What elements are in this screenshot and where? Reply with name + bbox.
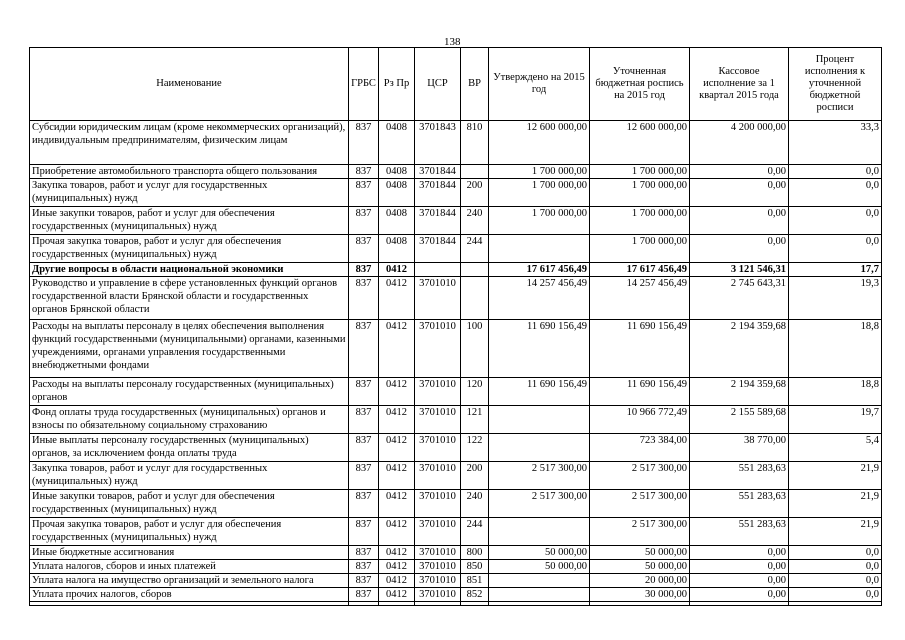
cell-approved: 17 617 456,49 (489, 263, 590, 277)
table-row (30, 277, 882, 320)
cell-refined: 10 966 772,49 (590, 406, 690, 434)
cell-approved: 1 700 000,00 (489, 165, 590, 179)
cell-name: Уплата налогов, сборов и иных платежей (30, 560, 349, 574)
cell-percent: 18,8 (789, 320, 882, 378)
cell-vr: 810 (461, 121, 489, 165)
cell-vr: 244 (461, 518, 489, 546)
cell-name: Прочая закупка товаров, работ и услуг для обеспечения государственных (муниципальных) нужд (30, 518, 349, 546)
cell-percent: 5,4 (789, 434, 882, 462)
table-row (30, 121, 882, 165)
cell-grbs: 837 (349, 546, 379, 560)
cell-name: Уплата прочих налогов, сборов (30, 588, 349, 602)
cell-refined: 723 384,00 (590, 434, 690, 462)
table-row (30, 165, 882, 179)
cell-percent: 0,0 (789, 235, 882, 263)
cell-name: Иные закупки товаров, работ и услуг для обеспечения государственных (муниципальных) нужд (30, 207, 349, 235)
header-row (30, 48, 882, 121)
cell-name: Иные выплаты персоналу государственных (муниципальных) органов, за исключением фонда оплаты труда (30, 434, 349, 462)
cell-name: Субсидии юридическим лицам (кроме некоммерческих организаций), индивидуальным предпринимателям, физическим лицам (30, 121, 349, 165)
cell-rzpr: 0412 (379, 320, 415, 378)
cell-cash: 0,00 (690, 179, 789, 207)
cell-approved (489, 574, 590, 588)
cell-approved (489, 518, 590, 546)
cell-vr: 851 (461, 574, 489, 588)
cell-percent: 18,8 (789, 378, 882, 406)
cell-approved: 50 000,00 (489, 546, 590, 560)
cell-name: Приобретение автомобильного транспорта общего пользования (30, 165, 349, 179)
cell-refined: 12 600 000,00 (590, 121, 690, 165)
cell-grbs: 837 (349, 406, 379, 434)
cell-rzpr: 0408 (379, 179, 415, 207)
cell-cash: 551 283,63 (690, 462, 789, 490)
table-body (30, 121, 882, 606)
cell-name: Расходы на выплаты персоналу государственных (муниципальных) органов (30, 378, 349, 406)
cell-refined: 1 700 000,00 (590, 165, 690, 179)
cell-approved (489, 235, 590, 263)
cell-name: Другие вопросы в области национальной экономики (30, 263, 349, 277)
cell-csr: 3701010 (415, 434, 461, 462)
cell-grbs: 837 (349, 165, 379, 179)
cell-rzpr: 0412 (379, 546, 415, 560)
table-row (30, 320, 882, 378)
cell-csr: 3701010 (415, 560, 461, 574)
cell-cash: 0,00 (690, 574, 789, 588)
cell-grbs: 837 (349, 462, 379, 490)
cell-vr: 122 (461, 434, 489, 462)
cell-name: Иные закупки товаров, работ и услуг для обеспечения государственных (муниципальных) нужд (30, 490, 349, 518)
cell-name: Фонд оплаты труда государственных (муниципальных) органов и взносы по обязательному социальному страхованию (30, 406, 349, 434)
cell-rzpr: 0412 (379, 574, 415, 588)
header-csr: ЦСР (415, 48, 461, 121)
cell-grbs: 837 (349, 518, 379, 546)
cell-cash: 0,00 (690, 165, 789, 179)
cell-cash: 551 283,63 (690, 490, 789, 518)
header-grbs: ГРБС (349, 48, 379, 121)
cell-csr: 3701844 (415, 207, 461, 235)
cell-vr (461, 277, 489, 320)
header-vr: ВР (461, 48, 489, 121)
blank-row (30, 602, 882, 606)
table-row (30, 462, 882, 490)
cell-approved (489, 588, 590, 602)
cell-approved: 14 257 456,49 (489, 277, 590, 320)
cell-cash: 0,00 (690, 560, 789, 574)
cell-vr: 100 (461, 320, 489, 378)
cell-rzpr: 0412 (379, 434, 415, 462)
cell-grbs: 837 (349, 560, 379, 574)
table-row (30, 207, 882, 235)
cell-name: Закупка товаров, работ и услуг для государственных (муниципальных) нужд (30, 462, 349, 490)
cell-grbs: 837 (349, 179, 379, 207)
cell-cash: 2 194 359,68 (690, 378, 789, 406)
header-percent: Процент исполнения к уточненной бюджетной росписи (789, 48, 882, 121)
cell-vr (461, 263, 489, 277)
table-row (30, 518, 882, 546)
cell-rzpr: 0408 (379, 235, 415, 263)
cell-percent: 0,0 (789, 560, 882, 574)
page-number: 138 (444, 36, 461, 48)
cell-approved (489, 406, 590, 434)
cell-vr (461, 165, 489, 179)
cell-name: Прочая закупка товаров, работ и услуг для обеспечения государственных (муниципальных) нужд (30, 235, 349, 263)
cell-refined: 20 000,00 (590, 574, 690, 588)
table-row (30, 588, 882, 602)
cell-percent: 19,7 (789, 406, 882, 434)
cell-cash: 2 194 359,68 (690, 320, 789, 378)
cell-grbs: 837 (349, 320, 379, 378)
cell-csr: 3701843 (415, 121, 461, 165)
cell-vr: 852 (461, 588, 489, 602)
cell-approved: 1 700 000,00 (489, 207, 590, 235)
cell-refined: 1 700 000,00 (590, 235, 690, 263)
cell-percent: 0,0 (789, 179, 882, 207)
table-row (30, 574, 882, 588)
cell-csr: 3701010 (415, 378, 461, 406)
cell-approved: 2 517 300,00 (489, 462, 590, 490)
cell-vr: 850 (461, 560, 489, 574)
cell-grbs: 837 (349, 574, 379, 588)
budget-table (29, 47, 882, 606)
cell-cash: 2 155 589,68 (690, 406, 789, 434)
cell-percent: 33,3 (789, 121, 882, 165)
cell-name: Расходы на выплаты персоналу в целях обеспечения выполнения функций государственными (муниципальными) органами, казенными учреждениями, органами управления государственными внебюджетными фондами (30, 320, 349, 378)
cell-rzpr: 0412 (379, 560, 415, 574)
header-refined: Уточненная бюджетная роспись на 2015 год (590, 48, 690, 121)
cell-grbs: 837 (349, 378, 379, 406)
cell-cash: 0,00 (690, 235, 789, 263)
cell-cash: 4 200 000,00 (690, 121, 789, 165)
cell-csr (415, 263, 461, 277)
cell-rzpr: 0412 (379, 462, 415, 490)
cell-percent: 21,9 (789, 462, 882, 490)
cell-vr: 244 (461, 235, 489, 263)
cell-cash: 0,00 (690, 588, 789, 602)
cell-vr: 200 (461, 462, 489, 490)
cell-grbs: 837 (349, 277, 379, 320)
cell-csr: 3701010 (415, 320, 461, 378)
header-cash: Кассовое исполнение за 1 квартал 2015 года (690, 48, 789, 121)
cell-refined: 50 000,00 (590, 560, 690, 574)
cell-vr: 120 (461, 378, 489, 406)
cell-cash: 0,00 (690, 546, 789, 560)
cell-csr: 3701010 (415, 518, 461, 546)
cell-name: Закупка товаров, работ и услуг для государственных (муниципальных) нужд (30, 179, 349, 207)
table-row (30, 490, 882, 518)
cell-cash: 551 283,63 (690, 518, 789, 546)
cell-vr: 800 (461, 546, 489, 560)
cell-percent: 0,0 (789, 207, 882, 235)
cell-approved: 12 600 000,00 (489, 121, 590, 165)
cell-vr: 200 (461, 179, 489, 207)
table-row (30, 263, 882, 277)
cell-csr: 3701010 (415, 490, 461, 518)
header-approved: Утверждено на 2015 год (489, 48, 590, 121)
cell-rzpr: 0412 (379, 406, 415, 434)
cell-csr: 3701010 (415, 406, 461, 434)
cell-rzpr: 0412 (379, 263, 415, 277)
cell-csr: 3701844 (415, 235, 461, 263)
cell-csr: 3701010 (415, 546, 461, 560)
table-row (30, 406, 882, 434)
cell-refined: 30 000,00 (590, 588, 690, 602)
cell-percent: 0,0 (789, 165, 882, 179)
table-row (30, 378, 882, 406)
cell-rzpr: 0412 (379, 490, 415, 518)
cell-rzpr: 0408 (379, 207, 415, 235)
cell-cash: 3 121 546,31 (690, 263, 789, 277)
cell-refined: 2 517 300,00 (590, 490, 690, 518)
cell-name: Руководство и управление в сфере установленных функций органов государственной власти Брянской области и государственных органов Брянской области (30, 277, 349, 320)
cell-rzpr: 0412 (379, 518, 415, 546)
cell-csr: 3701010 (415, 588, 461, 602)
cell-percent: 21,9 (789, 490, 882, 518)
cell-csr: 3701010 (415, 277, 461, 320)
cell-grbs: 837 (349, 235, 379, 263)
cell-grbs: 837 (349, 207, 379, 235)
cell-refined: 11 690 156,49 (590, 320, 690, 378)
cell-percent: 0,0 (789, 588, 882, 602)
cell-cash: 2 745 643,31 (690, 277, 789, 320)
table-row (30, 235, 882, 263)
cell-approved: 11 690 156,49 (489, 378, 590, 406)
cell-grbs: 837 (349, 263, 379, 277)
cell-refined: 17 617 456,49 (590, 263, 690, 277)
cell-rzpr: 0408 (379, 121, 415, 165)
header-rzpr: Рз Пр (379, 48, 415, 121)
cell-grbs: 837 (349, 121, 379, 165)
cell-refined: 11 690 156,49 (590, 378, 690, 406)
cell-name: Уплата налога на имущество организаций и земельного налога (30, 574, 349, 588)
cell-vr: 240 (461, 490, 489, 518)
cell-vr: 240 (461, 207, 489, 235)
cell-csr: 3701010 (415, 574, 461, 588)
cell-grbs: 837 (349, 434, 379, 462)
cell-vr: 121 (461, 406, 489, 434)
cell-refined: 2 517 300,00 (590, 462, 690, 490)
cell-approved (489, 434, 590, 462)
cell-percent: 0,0 (789, 574, 882, 588)
cell-percent: 0,0 (789, 546, 882, 560)
cell-cash: 0,00 (690, 207, 789, 235)
cell-refined: 14 257 456,49 (590, 277, 690, 320)
cell-cash: 38 770,00 (690, 434, 789, 462)
cell-csr: 3701844 (415, 179, 461, 207)
cell-approved: 50 000,00 (489, 560, 590, 574)
cell-refined: 1 700 000,00 (590, 179, 690, 207)
header-name: Наименование (30, 48, 349, 121)
cell-approved: 11 690 156,49 (489, 320, 590, 378)
table-row (30, 434, 882, 462)
cell-grbs: 837 (349, 588, 379, 602)
cell-csr: 3701010 (415, 462, 461, 490)
cell-percent: 19,3 (789, 277, 882, 320)
cell-grbs: 837 (349, 490, 379, 518)
table-row (30, 546, 882, 560)
cell-refined: 2 517 300,00 (590, 518, 690, 546)
table-row (30, 560, 882, 574)
cell-name: Иные бюджетные ассигнования (30, 546, 349, 560)
cell-rzpr: 0412 (379, 277, 415, 320)
cell-approved: 2 517 300,00 (489, 490, 590, 518)
cell-rzpr: 0412 (379, 588, 415, 602)
cell-refined: 50 000,00 (590, 546, 690, 560)
cell-approved: 1 700 000,00 (489, 179, 590, 207)
cell-percent: 17,7 (789, 263, 882, 277)
cell-rzpr: 0408 (379, 165, 415, 179)
cell-percent: 21,9 (789, 518, 882, 546)
cell-refined: 1 700 000,00 (590, 207, 690, 235)
cell-csr: 3701844 (415, 165, 461, 179)
cell-rzpr: 0412 (379, 378, 415, 406)
table-row (30, 179, 882, 207)
